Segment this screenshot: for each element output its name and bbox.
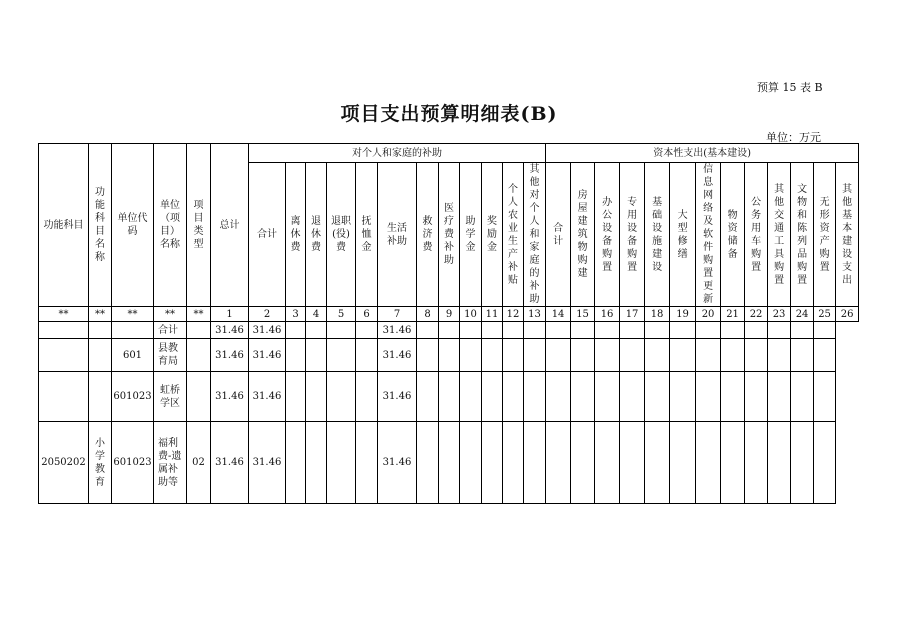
cell-func (39, 339, 89, 372)
index-cell: 4 (306, 307, 327, 322)
table-code: 预算 15 表 B (757, 81, 823, 94)
table-row (39, 322, 859, 339)
cell-total: 31.46 (211, 422, 249, 504)
index-cell: ** (154, 307, 187, 322)
index-cell: 24 (791, 307, 814, 322)
header-other-capital: 其他基本建设支出 (836, 163, 859, 307)
cell-type (187, 339, 211, 372)
header-official-vehicle: 公务用车购置 (745, 163, 768, 307)
header-office-equipment: 办公设备购置 (595, 163, 620, 307)
unit-label: 单位：万元 (766, 131, 821, 144)
table-row (39, 372, 859, 422)
index-cell: 13 (524, 307, 546, 322)
header-other-transport: 其他交通工具购置 (768, 163, 791, 307)
cell-name: 虹桥学区 (154, 372, 187, 422)
cell-name: 福利费-遗属补助等 (154, 422, 187, 504)
index-cell: 8 (417, 307, 439, 322)
header-unit-code: 单位代码 (112, 144, 154, 307)
index-cell: 10 (460, 307, 482, 322)
index-cell: 22 (745, 307, 768, 322)
header-group-personal: 对个人和家庭的补助 (249, 144, 546, 163)
page-title: 项目支出预算明细表(B) (340, 103, 558, 125)
header-personal-total: 合计 (249, 163, 286, 307)
header-capital-total: 合计 (546, 163, 571, 307)
index-row (39, 307, 859, 322)
index-cell: 9 (439, 307, 460, 322)
cell-total: 31.46 (211, 339, 249, 372)
header-pension: 抚恤金 (356, 163, 378, 307)
cell-living-subsidy: 31.46 (378, 322, 417, 339)
cell-func-name (89, 339, 112, 372)
index-cell: 20 (696, 307, 721, 322)
index-cell: 11 (482, 307, 503, 322)
cell-total: 31.46 (211, 322, 249, 339)
cell-type (187, 372, 211, 422)
cell-func (39, 322, 89, 339)
index-cell: 7 (378, 307, 417, 322)
cell-personal-total: 31.46 (249, 339, 286, 372)
cell-code: 601023 (112, 372, 154, 422)
index-cell: 17 (620, 307, 645, 322)
cell-living-subsidy: 31.46 (378, 339, 417, 372)
index-cell: 15 (571, 307, 595, 322)
index-cell: 21 (721, 307, 745, 322)
cell-code: 601 (112, 339, 154, 372)
header-reward: 奖励金 (482, 163, 503, 307)
cell-type (187, 322, 211, 339)
header-relief: 救济费 (417, 163, 439, 307)
index-cell: ** (39, 307, 89, 322)
cell-func-name (89, 372, 112, 422)
header-total: 总计 (211, 144, 249, 307)
index-cell: 1 (211, 307, 249, 322)
index-cell: 2 (249, 307, 286, 322)
cell-code: 601023 (112, 422, 154, 504)
index-cell: 25 (814, 307, 836, 322)
header-scholarship: 助学金 (460, 163, 482, 307)
header-living-subsidy: 生活补助 (378, 163, 417, 307)
header-intangible-assets: 无形资产购置 (814, 163, 836, 307)
header-func-subject: 功能科目 (39, 144, 89, 307)
header-retirement-cadre: 离休费 (286, 163, 306, 307)
header-func-subject-name: 功能科目名称 (89, 144, 112, 307)
table-row (39, 339, 859, 372)
budget-table (38, 143, 859, 504)
header-other-personal: 其他对个人和家庭的补助 (524, 163, 546, 307)
cell-name: 县教育局 (154, 339, 187, 372)
cell-living-subsidy: 31.46 (378, 372, 417, 422)
cell-func-name (89, 322, 112, 339)
cell-total: 31.46 (211, 372, 249, 422)
header-medical: 医疗费补助 (439, 163, 460, 307)
cell-type: 02 (187, 422, 211, 504)
header-it-network: 信息网络及软件购置更新 (696, 163, 721, 307)
header-major-repair: 大型修缮 (670, 163, 696, 307)
index-cell: ** (89, 307, 112, 322)
header-building: 房屋建筑物购建 (571, 163, 595, 307)
header-infrastructure: 基础设施建设 (645, 163, 670, 307)
header-material-reserve: 物资储备 (721, 163, 745, 307)
cell-personal-total: 31.46 (249, 422, 286, 504)
index-cell: 12 (503, 307, 524, 322)
header-group-capital: 资本性支出(基本建设) (546, 144, 859, 163)
cell-func (39, 372, 89, 422)
cell-living-subsidy: 31.46 (378, 422, 417, 504)
cell-func-name: 小学教育 (89, 422, 112, 504)
cell-personal-total: 31.46 (249, 322, 286, 339)
index-cell: 3 (286, 307, 306, 322)
cell-code (112, 322, 154, 339)
header-resignation: 退职(役)费 (327, 163, 356, 307)
table-row (39, 422, 859, 504)
header-unit-name: 单位（项目）名称 (154, 144, 187, 307)
cell-personal-total: 31.46 (249, 372, 286, 422)
index-cell: 16 (595, 307, 620, 322)
index-cell: 14 (546, 307, 571, 322)
index-cell: 19 (670, 307, 696, 322)
index-cell: 6 (356, 307, 378, 322)
header-special-equipment: 专用设备购置 (620, 163, 645, 307)
index-cell: 23 (768, 307, 791, 322)
index-cell: ** (112, 307, 154, 322)
index-cell: 26 (836, 307, 859, 322)
cell-name: 合计 (154, 322, 187, 339)
index-cell: ** (187, 307, 211, 322)
header-retirement: 退休费 (306, 163, 327, 307)
header-agri-subsidy: 个人农业生产补贴 (503, 163, 524, 307)
header-project-type: 项目类型 (187, 144, 211, 307)
header-cultural-relics: 文物和陈列品购置 (791, 163, 814, 307)
cell-func: 2050202 (39, 422, 89, 504)
index-cell: 18 (645, 307, 670, 322)
index-cell: 5 (327, 307, 356, 322)
